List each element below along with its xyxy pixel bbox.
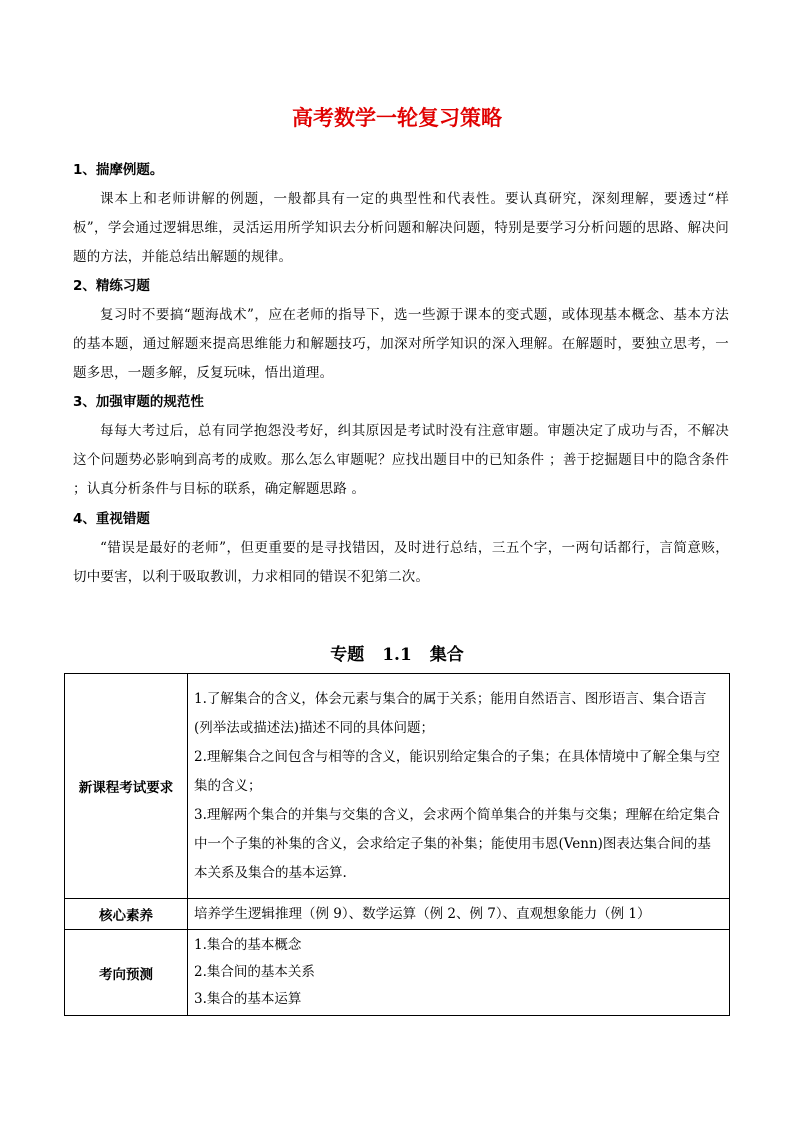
section-body: 课本上和老师讲解的例题，一般都具有一定的典型性和代表性。要认真研究，深刻理解，要透过“样板”，学会通过逻辑思维，灵活运用所学知识去分析问题和解决问题，特别是要学习分析问题的思路、解决问题的方法，并能总结出解题的规律。 (73, 191, 729, 265)
section-practice-exercises (73, 272, 729, 388)
topic-title: 专题 1.1 集合 (330, 645, 464, 665)
row-label: 新课程考试要求 (65, 674, 188, 899)
page-title: 高考数学一轮复习策略 (292, 106, 502, 130)
section-heading: 4、重视错题 (73, 511, 150, 527)
list-item: 1.了解集合的含义，体会元素与集合的属于关系；能用自然语言、图形语言、集合语言(列举法或描述法)描述不同的具体问题； (194, 690, 707, 736)
list-item: 2.集合间的基本关系 (194, 964, 315, 980)
list-item: 培养学生逻辑推理（例 9）、数学运算（例 2、例 7）、直观想象能力（例 1） (194, 906, 651, 922)
section-mistakes (73, 505, 729, 592)
list-item: 3.集合的基本运算 (194, 991, 302, 1007)
list-item: 3.理解两个集合的并集与交集的含义，会求两个简单集合的并集与交集；理解在给定集合中一个子集的补集的含义，会求给定子集的补集；能使用韦恩(Venn)图表达集合间的基本关系及集合的基本运算. (194, 806, 720, 881)
section-heading: 3、加强审题的规范性 (73, 394, 204, 410)
row-content (188, 930, 730, 1016)
list-item: 1.集合的基本概念 (194, 937, 302, 953)
table-row (65, 899, 730, 930)
section-body: 复习时不要搞“题海战术”，应在老师的指导下，选一些源于课本的变式题，或体现基本概念、基本方法的基本题，通过解题来提高思维能力和解题技巧，加深对所学知识的深入理解。在解题时，要独立思考，一题多思，一题多解，反复玩味，悟出道理。 (73, 307, 729, 381)
row-label: 核心素养 (65, 899, 188, 930)
requirements-table (64, 673, 730, 1016)
section-heading: 1、揣摩例题。 (73, 162, 164, 178)
section-reading-questions (73, 388, 729, 504)
table-row (65, 674, 730, 899)
row-content (188, 674, 730, 899)
row-label: 考向预测 (65, 930, 188, 1016)
section-heading: 2、精练习题 (73, 278, 150, 294)
section-body: “错误是最好的老师”，但更重要的是寻找错因，及时进行总结，三五个字，一两句话都行，言简意赅，切中要害，以利于吸取教训，力求相同的错误不犯第二次。 (73, 540, 729, 585)
row-content (188, 899, 730, 930)
section-body: 每每大考过后，总有同学抱怨没考好，纠其原因是考试时没有注意审题。审题决定了成功与否，不解决这个问题势必影响到高考的成败。那么怎么审题呢？应找出题目中的已知条件 ；善于挖掘题目中的隐含条件 ；认真分析条件与目标的联系，确定解题思路 。 (73, 423, 729, 497)
table-row (65, 930, 730, 1016)
section-study-examples (73, 156, 729, 272)
list-item: 2.理解集合之间包含与相等的含义，能识别给定集合的子集；在具体情境中了解全集与空集的含义； (194, 748, 720, 794)
